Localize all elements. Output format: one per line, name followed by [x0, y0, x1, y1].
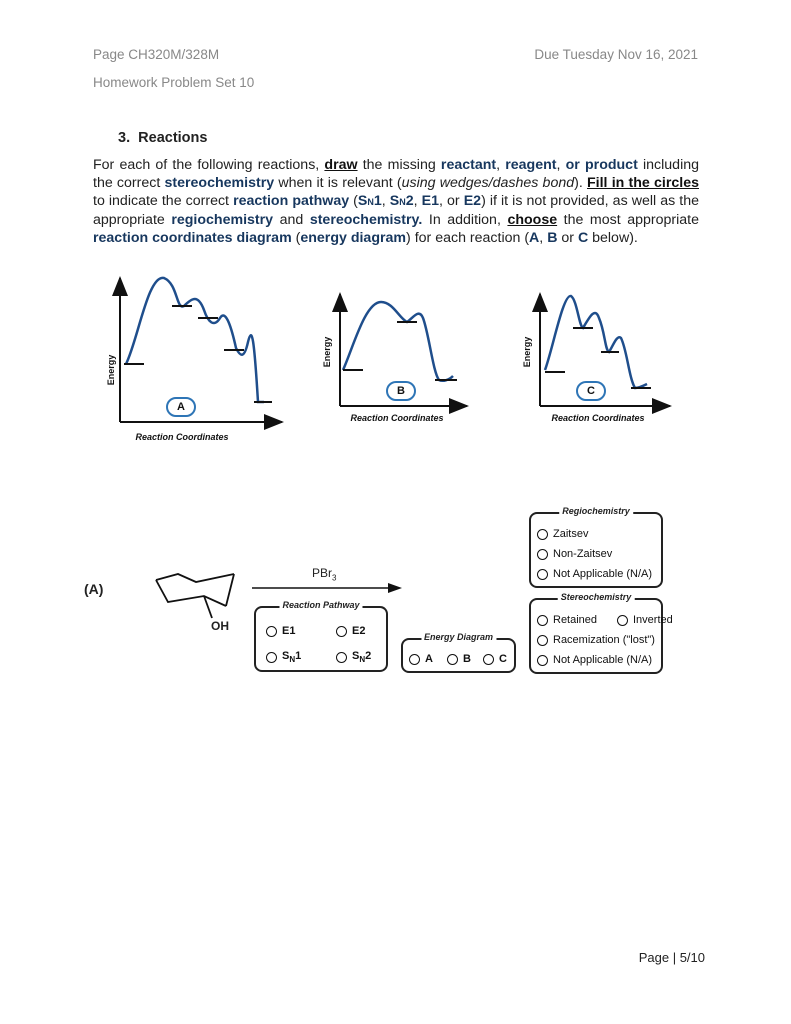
energy-diagram-c [505, 288, 675, 428]
energy-option-b[interactable]: B [447, 653, 471, 665]
radio-icon[interactable] [537, 655, 548, 666]
y-axis-label: Energy [106, 354, 116, 386]
regio-option-zaitsev[interactable]: Zaitsev [537, 528, 588, 540]
energy-diagram-box [401, 632, 516, 673]
radio-icon[interactable] [537, 615, 548, 626]
stereo-option-inverted[interactable]: Inverted [617, 614, 673, 626]
section-title-text: Reactions [138, 130, 208, 146]
reaction-pathway-box [254, 600, 388, 672]
x-axis-label: Reaction Coordinates [350, 413, 444, 423]
x-axis-label: Reaction Coordinates [551, 413, 645, 423]
radio-icon[interactable] [537, 569, 548, 580]
pathway-option-sn1[interactable]: $S_N1$ [266, 650, 301, 664]
stereo-option-na[interactable]: Not Applicable (N/A) [537, 654, 652, 666]
pathway-option-sn2[interactable]: $S_N2$ [336, 650, 371, 664]
radio-icon[interactable] [409, 654, 420, 665]
radio-icon[interactable] [617, 615, 628, 626]
stereo-option-retained[interactable]: Retained [537, 614, 597, 626]
radio-icon[interactable] [537, 529, 548, 540]
energy-option-a[interactable]: A [409, 653, 433, 665]
header-due-date: Due Tuesday Nov 16, 2021 [534, 47, 698, 62]
pathway-option-e2[interactable]: E2 [336, 625, 365, 637]
regiochemistry-box [529, 506, 663, 588]
radio-icon[interactable] [336, 626, 347, 637]
radio-icon[interactable] [336, 652, 347, 663]
y-axis-label: Energy [522, 336, 532, 368]
hydroxyl-label: OH [211, 619, 229, 633]
y-axis-label: Energy [322, 336, 332, 368]
regio-option-non-zaitsev[interactable]: Non-Zaitsev [537, 548, 612, 560]
regiochemistry-title: Regiochemistry [559, 506, 633, 516]
radio-icon[interactable] [537, 635, 548, 646]
instructions-paragraph: For each of the following reactions, draw the missing reactant, reagent, or product including the correct stereochemistry when it is relevant (using wedges/dashes bond). Fill in the circles to indicate the correct reaction pathway (SN1, SN2, E1, or E2) if it is not provided, as well as the appropriate regiochemistry and stereochemistry. In addition, choose the most appropriate reaction coordinates diagram (energy diagram) for each reaction (A, B or C below). [93, 157, 700, 246]
radio-icon[interactable] [537, 549, 548, 560]
energy-diagram-a [100, 270, 290, 450]
energy-curve [343, 302, 453, 381]
page-number: Page | 5/10 [638, 950, 705, 965]
stereochemistry-title: Stereochemistry [558, 592, 635, 602]
reagent-label: PBr$_3$ [312, 566, 337, 583]
x-axis-label: Reaction Coordinates [135, 432, 229, 442]
diagram-label-a: A [166, 397, 196, 417]
reaction-arrow [252, 582, 404, 594]
section-title [118, 130, 207, 146]
energy-diagram-title: Energy Diagram [421, 632, 496, 642]
energy-curve [126, 278, 264, 402]
stereo-option-racemization[interactable]: Racemization ("lost") [537, 634, 655, 646]
header-course: Page CH320M/328M [93, 47, 220, 62]
diagram-label-b: B [386, 381, 416, 401]
product-answer-area[interactable] [412, 560, 522, 630]
energy-option-c[interactable]: C [483, 653, 507, 665]
stereochemistry-box [529, 592, 673, 674]
pathway-option-e1[interactable]: E1 [266, 625, 295, 637]
diagram-label-c: C [576, 381, 606, 401]
regio-option-na[interactable]: Not Applicable (N/A) [537, 568, 652, 580]
energy-diagram-b [305, 288, 475, 428]
reaction-pathway-title: Reaction Pathway [279, 600, 362, 610]
section-number: 3. [118, 130, 131, 146]
radio-icon[interactable] [483, 654, 494, 665]
header-problem-set: Homework Problem Set 10 [93, 75, 255, 90]
problem-label: (A) [84, 581, 104, 597]
radio-icon[interactable] [266, 652, 277, 663]
energy-curve [545, 296, 647, 388]
radio-icon[interactable] [447, 654, 458, 665]
radio-icon[interactable] [266, 626, 277, 637]
